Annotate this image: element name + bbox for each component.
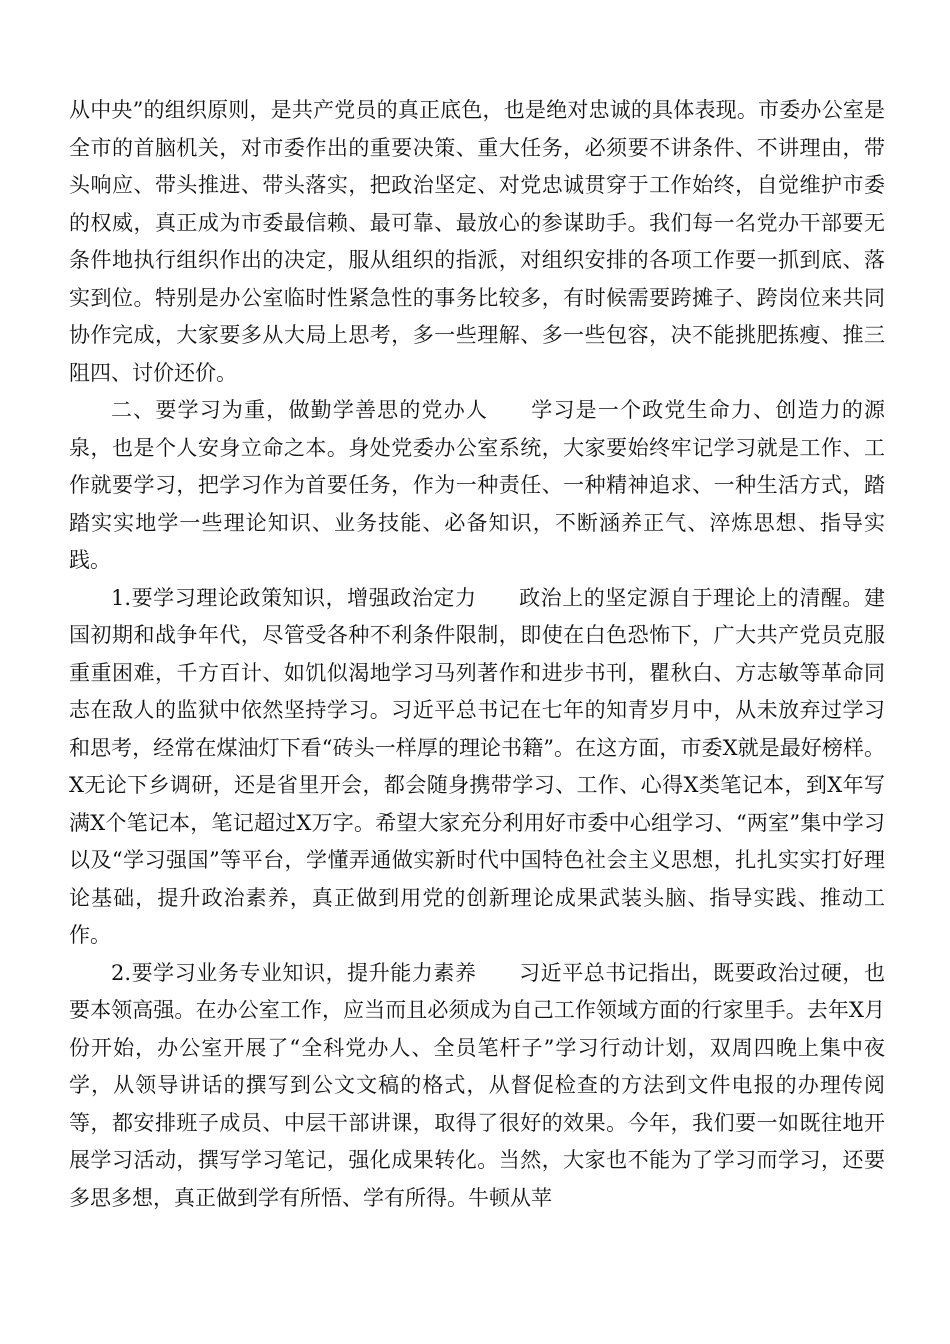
paragraph-1-text: 从中央”的组织原则，是共产党员的真正底色，也是绝对忠诚的具体表现。市委办公室是全市的首脑机关，对市委作出的重要决策、重大任务，必须要不讲条件、不讲理由，带头响应、带头推进、带头落实，把政治坚定、对党忠诚贯穿于工作始终，自觉维护市委的权威，真正成为市委最信赖、最可靠、最放心的参谋助手。我们每一名党办干部要无条件地执行组织作出的决定，服从组织的指派，对组织安排的各项工作要一抓到底、落实到位。特别是办公室临时性紧急性的事务比较多，有时候需要跨摊子、跨岗位来共同协作完成，大家要多从大局上思考，多一些理解、多一些包容，决不能挑肥拣瘦、推三阻四、讨价还价。 (69, 98, 885, 385)
document-page (69, 92, 885, 1217)
paragraph-4 (69, 955, 885, 1218)
paragraph-3 (69, 580, 885, 955)
paragraph-2-text: 学习是一个政党生命力、创造力的源泉，也是个人安身立命之本。身处党委办公室系统，大家要始终牢记学习就是工作、工作就要学习，把学习作为首要任务，作为一种责任、一种精神追求、一种生活方式，踏踏实实地学一些理论知识、业务技能、必备知识，不断涵养正气、淬炼思想、指导实践。 (69, 398, 886, 572)
paragraph-1 (69, 92, 885, 392)
subsection-heading-2: 2.要学习业务专业知识，提升能力素养 (111, 960, 477, 985)
section-heading-2: 二、要学习为重，做勤学善思的党办人 (111, 398, 489, 422)
paragraph-4-text: 习近平总书记指出，既要政治过硬，也要本领高强。在办公室工作，应当而且必须成为自己工作领域方面的行家里手。去年X月份开始，办公室开展了“全科党办人、全员笔杆子”学习行动计划，双周四晚上集中夜学，从领导讲话的撰写到公文文稿的格式，从督促检查的方法到文件电报的办理传阅等，都安排班子成员、中层干部讲课，取得了很好的效果。今年，我们要一如既往地开展学习活动，撰写学习笔记，强化成果转化。当然，大家也不能为了学习而学习，还要多思多想，真正做到学有所悟、学有所得。牛顿从苹 (69, 960, 885, 1210)
paragraph-3-text: 政治上的坚定源自于理论上的清醒。建国初期和战争年代，尽管受各种不利条件限制，即使在白色恐怖下，广大共产党员克服重重困难，千方百计、如饥似渴地学习马列著作和进步书刊，瞿秋白、方志敏等革命同志在敌人的监狱中依然坚持学习。习近平总书记在七年的知青岁月中，从未放弃过学习和思考，经常在煤油灯下看“砖头一样厚的理论书籍”。在这方面，市委X就是最好榜样。X无论下乡调研，还是省里开会，都会随身携带学习、工作、心得X类笔记本，到X年写满X个笔记本，笔记超过X万字。希望大家充分利用好市委中心组学习、“两室”集中学习以及“学习强国”等平台，学懂弄通做实新时代中国特色社会主义思想，扎扎实实打好理论基础，提升政治素养，真正做到用党的创新理论成果武装头脑、指导实践、推动工作。 (69, 585, 885, 947)
subsection-heading-1: 1.要学习理论政策知识，增强政治定力 (111, 585, 477, 610)
paragraph-2 (69, 392, 885, 580)
